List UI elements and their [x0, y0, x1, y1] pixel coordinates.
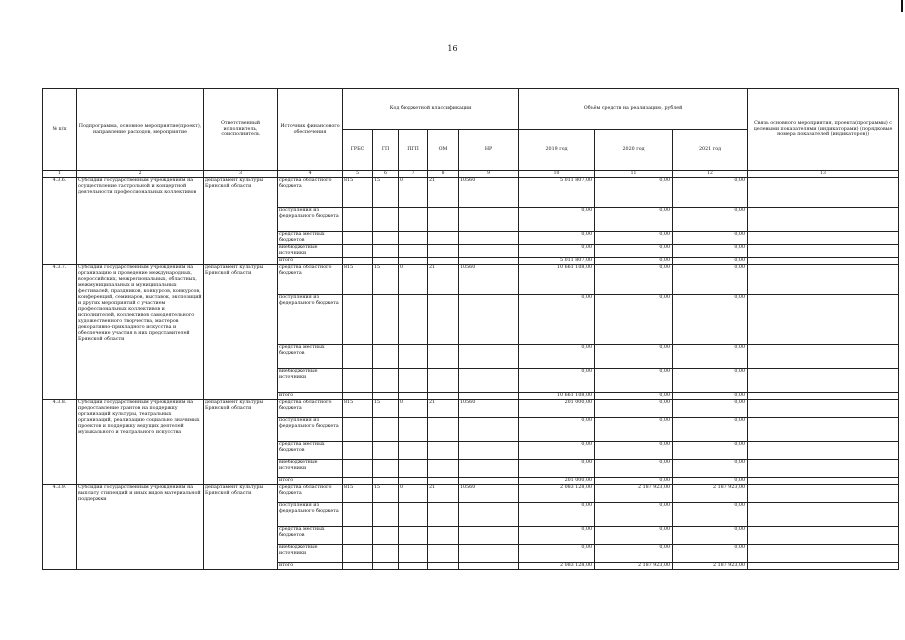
source-label: поступления из федерального бюджета [278, 502, 343, 526]
code-gp: 15 [373, 484, 399, 502]
code-cell-empty [399, 368, 428, 392]
code-cell-empty [343, 257, 373, 264]
link-cell [748, 502, 899, 526]
header-om: ОМ [428, 130, 459, 171]
code-cell-empty [373, 477, 399, 484]
header-link: Связь основного мероприятия, проекта(программы) с целевыми показателями (индикаторами) (порядковые номера показателей (индикаторов)) [748, 89, 899, 171]
code-pgp: 0 [399, 264, 428, 294]
link-cell [748, 544, 899, 562]
code-om: 21 [428, 399, 459, 417]
entry-number: 4.3.9. [43, 484, 77, 569]
amount-cell: 0,00 [673, 264, 748, 294]
code-cell-empty [428, 526, 459, 544]
code-cell-empty [459, 232, 519, 245]
amount-cell: 0,00 [673, 399, 748, 417]
link-cell [748, 417, 899, 441]
code-np: 10560 [459, 178, 519, 208]
entry-responsible: департамент культуры Брянской области [204, 178, 278, 265]
code-cell-empty [343, 368, 373, 392]
col-num: 7 [399, 171, 428, 178]
amount-cell: 0,00 [519, 526, 595, 544]
header-budget-code: Код бюджетной классификации [343, 89, 519, 130]
entry-description: Субсидии государственным учреждениям на организацию и проведение международных, всероссийских, межрегиональных, областных, межмуниципальных и муниципальных фестивалей, праздников, конкурсов, конкурсов, конференций, семинаров, выставок, экспозиций и других мероприятий с участием профессиональных коллективов и исполнителей, коллективов самодеятельного художественного творчества, мастеров декоративно-прикладного искусства и обеспечение участия в них представителей Брянской области [77, 264, 204, 399]
link-cell [748, 244, 899, 257]
code-cell-empty [428, 502, 459, 526]
header-volume: Объём средств на реализацию, рублей [519, 89, 748, 130]
code-np: 10560 [459, 264, 519, 294]
code-cell-empty [459, 244, 519, 257]
source-label: поступления из федерального бюджета [278, 417, 343, 441]
code-cell-empty [428, 294, 459, 344]
code-cell-empty [343, 502, 373, 526]
amount-cell: 201 000,00 [519, 399, 595, 417]
code-cell-empty [399, 502, 428, 526]
code-cell-empty [399, 244, 428, 257]
code-cell-empty [428, 344, 459, 368]
amount-cell: 0,00 [673, 257, 748, 264]
col-num: 9 [459, 171, 519, 178]
code-cell-empty [343, 562, 373, 569]
link-cell [748, 294, 899, 344]
code-cell-empty [343, 232, 373, 245]
amount-cell: 0,00 [595, 502, 673, 526]
code-cell-empty [459, 417, 519, 441]
amount-cell: 0,00 [595, 459, 673, 477]
code-cell-empty [343, 544, 373, 562]
entry-responsible: департамент культуры Брянской области [204, 399, 278, 484]
code-cell-empty [459, 544, 519, 562]
header-2019: 2019 год [519, 130, 595, 171]
source-label: средства областного бюджета [278, 178, 343, 208]
code-cell-empty [343, 526, 373, 544]
amount-cell: 0,00 [595, 441, 673, 459]
page-number: 16 [447, 44, 458, 53]
amount-cell: 0,00 [595, 477, 673, 484]
amount-cell: 5 011 807,00 [519, 257, 595, 264]
amount-cell: 2 187 923,00 [595, 562, 673, 569]
header-row [43, 89, 899, 130]
link-cell [748, 477, 899, 484]
code-om: 21 [428, 178, 459, 208]
amount-cell: 10 661 108,00 [519, 392, 595, 399]
amount-cell: 2 083 128,00 [519, 562, 595, 569]
code-cell-empty [343, 459, 373, 477]
source-label: итого [278, 257, 343, 264]
code-cell-empty [399, 477, 428, 484]
amount-cell: 0,00 [595, 244, 673, 257]
amount-cell: 0,00 [673, 459, 748, 477]
amount-cell: 0,00 [519, 441, 595, 459]
code-np: 10560 [459, 399, 519, 417]
code-cell-empty [399, 441, 428, 459]
amount-cell: 0,00 [595, 208, 673, 232]
col-num: 13 [748, 171, 899, 178]
link-cell [748, 368, 899, 392]
link-cell [748, 484, 899, 502]
link-cell [748, 264, 899, 294]
link-cell [748, 344, 899, 368]
code-cell-empty [459, 441, 519, 459]
source-label: средства местных бюджетов [278, 441, 343, 459]
code-cell-empty [373, 562, 399, 569]
link-cell [748, 441, 899, 459]
code-cell-empty [428, 441, 459, 459]
source-label: поступления из федерального бюджета [278, 294, 343, 344]
code-cell-empty [343, 477, 373, 484]
code-cell-empty [343, 417, 373, 441]
code-cell-empty [373, 459, 399, 477]
entry-number: 4.3.6. [43, 178, 77, 265]
column-number-row [43, 171, 899, 178]
code-cell-empty [399, 232, 428, 245]
amount-cell: 201 000,00 [519, 477, 595, 484]
amount-cell: 0,00 [673, 368, 748, 392]
code-cell-empty [373, 392, 399, 399]
amount-cell: 2 187 923,00 [673, 484, 748, 502]
col-num: 12 [673, 171, 748, 178]
code-cell-empty [373, 244, 399, 257]
code-cell-empty [459, 368, 519, 392]
code-cell-empty [399, 459, 428, 477]
link-cell [748, 232, 899, 245]
code-cell-empty [373, 544, 399, 562]
amount-cell: 0,00 [595, 178, 673, 208]
amount-cell: 0,00 [519, 294, 595, 344]
code-cell-empty [373, 294, 399, 344]
link-cell [748, 208, 899, 232]
col-num: 6 [373, 171, 399, 178]
source-label: внебюджетные источники [278, 244, 343, 257]
source-label: средства областного бюджета [278, 264, 343, 294]
amount-cell: 0,00 [673, 344, 748, 368]
code-gp: 15 [373, 399, 399, 417]
link-cell [748, 178, 899, 208]
source-label: средства областного бюджета [278, 484, 343, 502]
code-cell-empty [373, 257, 399, 264]
code-cell-empty [459, 502, 519, 526]
code-pgp: 0 [399, 484, 428, 502]
code-cell-empty [399, 208, 428, 232]
col-num: 3 [204, 171, 278, 178]
code-gp: 15 [373, 178, 399, 208]
code-cell-empty [428, 562, 459, 569]
amount-cell: 0,00 [595, 399, 673, 417]
code-cell-empty [373, 441, 399, 459]
amount-cell: 0,00 [595, 294, 673, 344]
amount-cell: 0,00 [595, 257, 673, 264]
link-cell [748, 399, 899, 417]
code-cell-empty [373, 502, 399, 526]
amount-cell: 0,00 [673, 441, 748, 459]
source-label: внебюджетные источники [278, 544, 343, 562]
code-cell-empty [373, 417, 399, 441]
amount-cell: 0,00 [595, 232, 673, 245]
code-cell-empty [399, 257, 428, 264]
amount-cell: 0,00 [519, 244, 595, 257]
header-num: № п/п [43, 89, 77, 171]
header-pgp: ПГП [399, 130, 428, 171]
header-gp: ГП [373, 130, 399, 171]
table-row [43, 484, 899, 502]
amount-cell: 0,00 [519, 544, 595, 562]
table-row [43, 264, 899, 294]
amount-cell: 0,00 [673, 526, 748, 544]
amount-cell: 5 011 807,00 [519, 178, 595, 208]
amount-cell: 0,00 [519, 208, 595, 232]
code-cell-empty [428, 244, 459, 257]
col-num: 1 [43, 171, 77, 178]
col-num: 5 [343, 171, 373, 178]
amount-cell: 0,00 [673, 244, 748, 257]
code-cell-empty [428, 459, 459, 477]
source-label: поступления из федерального бюджета [278, 208, 343, 232]
code-cell-empty [373, 344, 399, 368]
code-cell-empty [428, 232, 459, 245]
code-cell-empty [459, 477, 519, 484]
amount-cell: 0,00 [673, 477, 748, 484]
table-row [43, 178, 899, 208]
header-2021: 2021 год [673, 130, 748, 171]
link-cell [748, 392, 899, 399]
source-label: средства местных бюджетов [278, 232, 343, 245]
code-cell-empty [459, 526, 519, 544]
amount-cell: 0,00 [673, 178, 748, 208]
amount-cell: 0,00 [595, 344, 673, 368]
amount-cell: 0,00 [519, 417, 595, 441]
amount-cell: 0,00 [595, 392, 673, 399]
code-cell-empty [428, 257, 459, 264]
code-cell-empty [343, 441, 373, 459]
amount-cell: 0,00 [673, 417, 748, 441]
amount-cell: 2 083 128,00 [519, 484, 595, 502]
code-cell-empty [459, 257, 519, 264]
budget-table [42, 88, 899, 570]
source-label: средства местных бюджетов [278, 526, 343, 544]
source-label: средства местных бюджетов [278, 344, 343, 368]
link-cell [748, 562, 899, 569]
code-om: 21 [428, 484, 459, 502]
code-cell-empty [373, 208, 399, 232]
code-cell-empty [399, 562, 428, 569]
entry-number: 4.3.8. [43, 399, 77, 484]
entry-description: Субсидии государственным учреждениям на осуществление гастрольной и концертной деятельности профессиональных коллективов [77, 178, 204, 265]
code-cell-empty [459, 208, 519, 232]
code-cell-empty [343, 392, 373, 399]
code-cell-empty [459, 562, 519, 569]
amount-cell: 0,00 [519, 344, 595, 368]
entry-description: Субсидии государственным учреждениям на предоставление грантов на поддержку организаций культуры, театральных организаций, реализацию социально значимых проектов и поддержку ведущих деятелей музыкального и театрального искусства [77, 399, 204, 484]
code-cell-empty [399, 526, 428, 544]
code-cell-empty [459, 294, 519, 344]
link-cell [748, 257, 899, 264]
code-cell-empty [343, 294, 373, 344]
amount-cell: 10 661 108,00 [519, 264, 595, 294]
header-grbs: ГРБС [343, 130, 373, 171]
code-cell-empty [343, 208, 373, 232]
budget-table-body [43, 178, 899, 570]
code-om: 21 [428, 264, 459, 294]
code-np: 10560 [459, 484, 519, 502]
code-cell-empty [459, 392, 519, 399]
code-cell-empty [373, 526, 399, 544]
code-cell-empty [428, 368, 459, 392]
link-cell [748, 526, 899, 544]
amount-cell: 0,00 [519, 502, 595, 526]
code-pgp: 0 [399, 178, 428, 208]
amount-cell: 0,00 [673, 544, 748, 562]
header-program: Подпрограмма, основное мероприятие(проект), направление расходов, мероприятие [77, 89, 204, 171]
source-label: внебюджетные источники [278, 368, 343, 392]
code-pgp: 0 [399, 399, 428, 417]
amount-cell: 0,00 [519, 368, 595, 392]
table-row [43, 399, 899, 417]
amount-cell: 0,00 [673, 502, 748, 526]
source-label: средства областного бюджета [278, 399, 343, 417]
header-source: Источник финансового обеспечения [278, 89, 343, 171]
amount-cell: 0,00 [595, 526, 673, 544]
source-label: итого [278, 477, 343, 484]
header-2020: 2020 год [595, 130, 673, 171]
entry-responsible: департамент культуры Брянской области [204, 264, 278, 399]
amount-cell: 2 187 923,00 [673, 562, 748, 569]
amount-cell: 0,00 [673, 232, 748, 245]
amount-cell: 2 187 923,00 [595, 484, 673, 502]
col-num: 11 [595, 171, 673, 178]
code-cell-empty [399, 417, 428, 441]
link-cell [748, 459, 899, 477]
code-grbs: 815 [343, 178, 373, 208]
code-cell-empty [343, 344, 373, 368]
code-cell-empty [373, 368, 399, 392]
code-cell-empty [343, 244, 373, 257]
code-cell-empty [459, 344, 519, 368]
code-grbs: 815 [343, 484, 373, 502]
code-cell-empty [428, 208, 459, 232]
amount-cell: 0,00 [595, 417, 673, 441]
col-num: 2 [77, 171, 204, 178]
scan-edge-mark [901, 0, 903, 12]
col-num: 10 [519, 171, 595, 178]
amount-cell: 0,00 [519, 459, 595, 477]
source-label: внебюджетные источники [278, 459, 343, 477]
header-responsible: Ответственный исполнитель, соисполнитель [204, 89, 278, 171]
entry-description: Субсидии государственным учреждениям на выплату стипендий и иных видов материальной поддержки [77, 484, 204, 569]
code-cell-empty [428, 417, 459, 441]
amount-cell: 0,00 [673, 294, 748, 344]
code-cell-empty [428, 392, 459, 399]
amount-cell: 0,00 [595, 368, 673, 392]
code-cell-empty [399, 544, 428, 562]
col-num: 8 [428, 171, 459, 178]
code-cell-empty [428, 477, 459, 484]
amount-cell: 0,00 [673, 392, 748, 399]
code-cell-empty [428, 544, 459, 562]
source-label: итого [278, 562, 343, 569]
code-grbs: 815 [343, 264, 373, 294]
entry-responsible: департамент культуры Брянской области [204, 484, 278, 569]
amount-cell: 0,00 [519, 232, 595, 245]
amount-cell: 0,00 [595, 264, 673, 294]
code-cell-empty [399, 344, 428, 368]
code-gp: 15 [373, 264, 399, 294]
entry-number: 4.3.7. [43, 264, 77, 399]
header-np: НР [459, 130, 519, 171]
code-cell-empty [459, 459, 519, 477]
code-grbs: 815 [343, 399, 373, 417]
col-num: 4 [278, 171, 343, 178]
amount-cell: 0,00 [673, 208, 748, 232]
code-cell-empty [399, 392, 428, 399]
amount-cell: 0,00 [595, 544, 673, 562]
code-cell-empty [373, 232, 399, 245]
code-cell-empty [399, 294, 428, 344]
source-label: итого [278, 392, 343, 399]
